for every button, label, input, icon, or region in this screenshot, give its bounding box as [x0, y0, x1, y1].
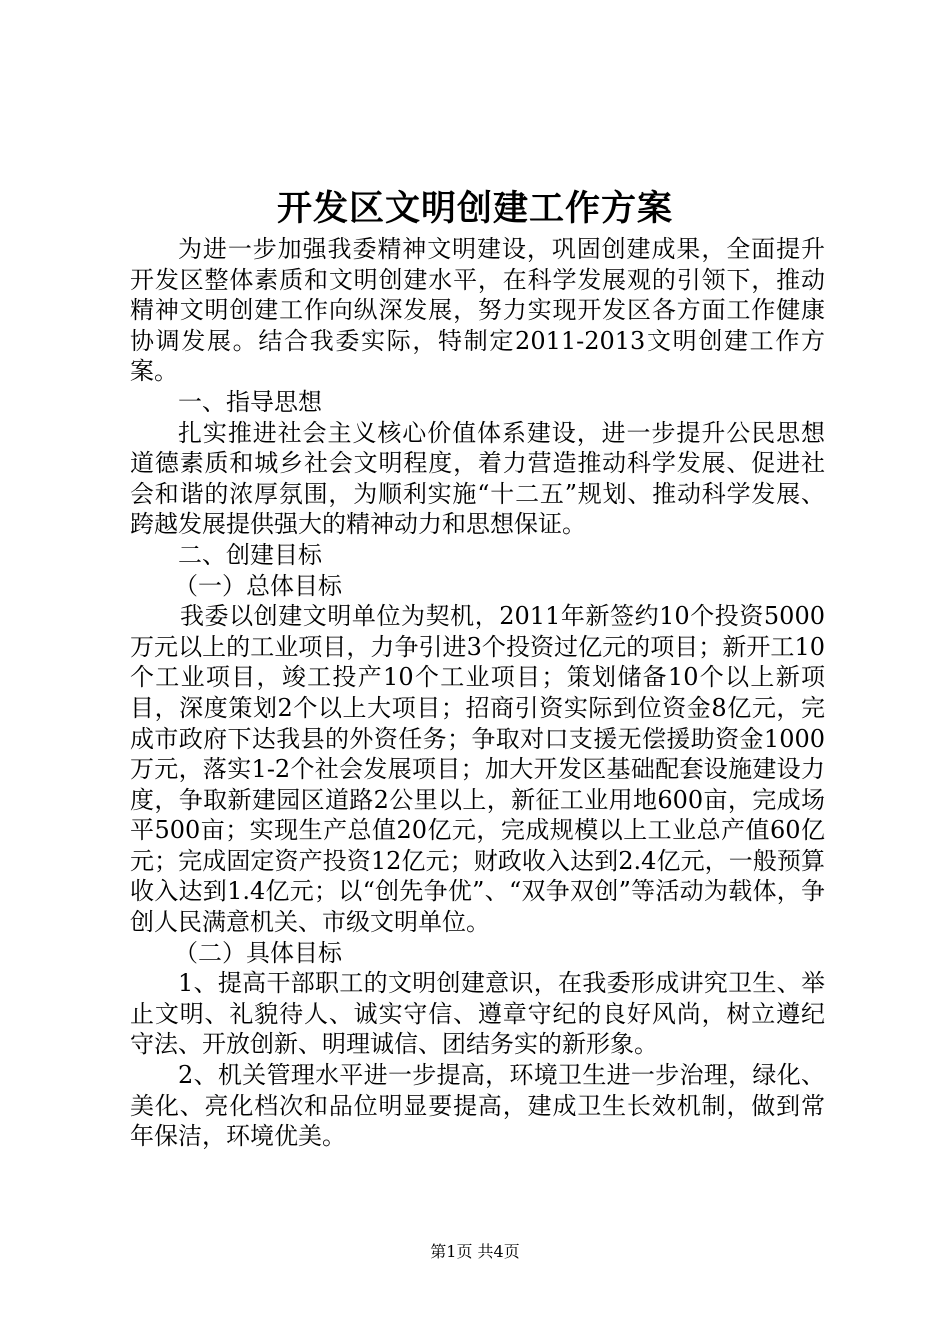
section-heading-guiding-ideology: 一、指导思想	[178, 387, 322, 416]
intro-paragraph: 为进一步加强我委精神文明建设，巩固创建成果，全面提升开发区整体素质和文明创建水平，在科学发展观的引领下，推动精神文明创建工作向纵深发展，努力实现开发区各方面工作健康协调发展。结合我委实际，特制定2011-2013文明创建工作方案。	[130, 235, 825, 386]
section-heading-creation-goals: 二、创建目标	[178, 540, 322, 569]
document-title: 开发区文明创建工作方案	[276, 188, 673, 229]
specific-goal-item-2: 2、机关管理水平进一步提高，环境卫生进一步治理，绿化、美化、亮化档次和品位明显要提高，建成卫生长效机制，做到常年保洁，环境优美。	[130, 1061, 825, 1151]
specific-goal-item-1: 1、提高干部职工的文明创建意识，在我委形成讲究卫生、举止文明、礼貌待人、诚实守信、遵章守纪的良好风尚，树立遵纪守法、开放创新、明理诚信、团结务实的新形象。	[130, 969, 825, 1059]
guiding-ideology-paragraph: 扎实推进社会主义核心价值体系建设，进一步提升公民思想道德素质和城乡社会文明程度，着力营造推动科学发展、促进社会和谐的浓厚氛围，为顺利实施“十二五”规划、推动科学发展、跨越发展提供强大的精神动力和思想保证。	[130, 418, 825, 539]
overall-goals-paragraph: 我委以创建文明单位为契机，2011年新签约10个投资5000万元以上的工业项目，力争引进3个投资过亿元的项目；新开工10个工业项目，竣工投产10个工业项目；策划储备10个以上新项目，深度策划2个以上大项目；招商引资实际到位资金8亿元，完成市政府下达我县的外资任务；争取对口支援无偿援助资金1000万元，落实1-2个社会发展项目；加大开发区基础配套设施建设力度，争取新建园区道路2公里以上，新征工业用地600亩，完成场平500亩；实现生产总值20亿元，完成规模以上工业总产值60亿元；完成固定资产投资12亿元；财政收入达到2.4亿元，一般预算收入达到1.4亿元；以“创先争优”、“双争双创”等活动为载体，争创人民满意机关、市级文明单位。	[130, 602, 825, 937]
subsection-heading-overall-goals: （一）总体目标	[174, 571, 342, 600]
page-indicator: 第1页 共4页	[430, 1242, 520, 1261]
subsection-heading-specific-goals: （二）具体目标	[174, 938, 342, 967]
document-body	[130, 234, 825, 1152]
